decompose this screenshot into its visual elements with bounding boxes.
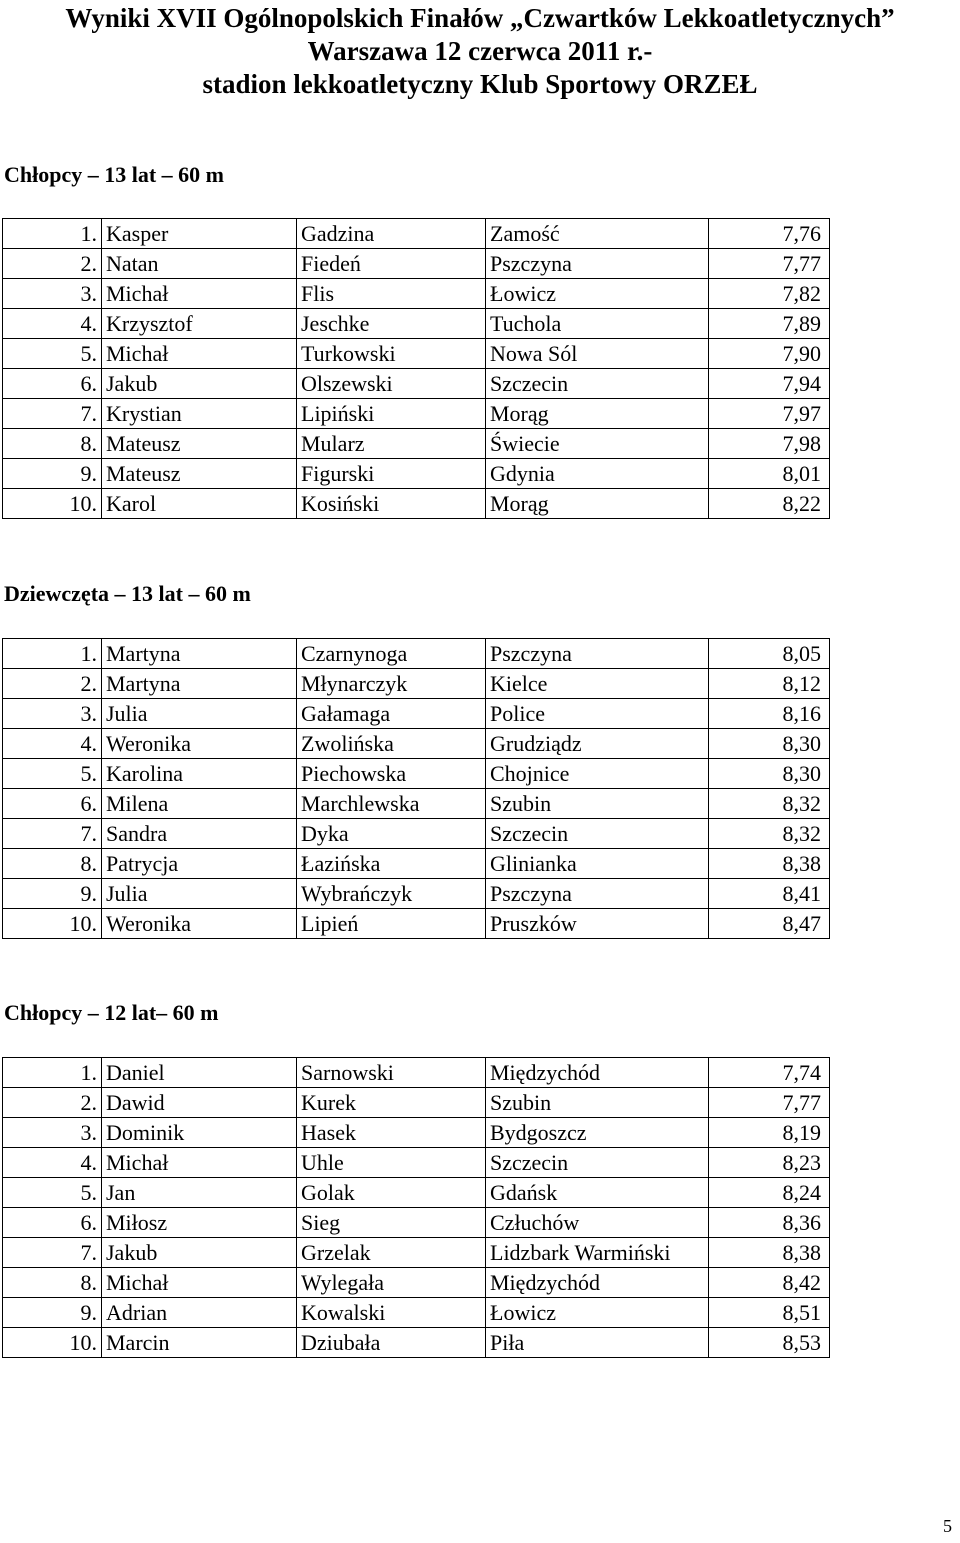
time-cell: 8,41 xyxy=(709,879,830,909)
time-cell: 8,22 xyxy=(709,489,830,519)
first-name-cell: Kasper xyxy=(102,219,297,249)
place-cell: 5. xyxy=(3,339,102,369)
table-row xyxy=(3,1058,830,1088)
city-cell: Szubin xyxy=(486,1088,709,1118)
time-cell: 7,89 xyxy=(709,309,830,339)
first-name-cell: Milena xyxy=(102,789,297,819)
title-line-3: stadion lekkoatletyczny Klub Sportowy ORZEŁ xyxy=(202,69,758,99)
city-cell: Łowicz xyxy=(486,279,709,309)
city-cell: Zamość xyxy=(486,219,709,249)
last-name-cell: Gałamaga xyxy=(297,699,486,729)
first-name-cell: Jakub xyxy=(102,369,297,399)
city-cell: Łowicz xyxy=(486,1298,709,1328)
first-name-cell: Karol xyxy=(102,489,297,519)
table-row xyxy=(3,249,830,279)
last-name-cell: Gadzina xyxy=(297,219,486,249)
city-cell: Pszczyna xyxy=(486,249,709,279)
city-cell: Nowa Sól xyxy=(486,339,709,369)
place-cell: 8. xyxy=(3,429,102,459)
place-cell: 4. xyxy=(3,309,102,339)
city-cell: Pszczyna xyxy=(486,639,709,669)
place-cell: 10. xyxy=(3,1328,102,1358)
results-table xyxy=(2,218,830,519)
city-cell: Międzychód xyxy=(486,1058,709,1088)
city-cell: Tuchola xyxy=(486,309,709,339)
last-name-cell: Uhle xyxy=(297,1148,486,1178)
last-name-cell: Golak xyxy=(297,1178,486,1208)
document-title xyxy=(0,2,960,101)
first-name-cell: Marcin xyxy=(102,1328,297,1358)
city-cell: Gdańsk xyxy=(486,1178,709,1208)
city-cell: Gdynia xyxy=(486,459,709,489)
last-name-cell: Młynarczyk xyxy=(297,669,486,699)
place-cell: 8. xyxy=(3,849,102,879)
place-cell: 10. xyxy=(3,489,102,519)
city-cell: Grudziądz xyxy=(486,729,709,759)
results-table xyxy=(2,638,830,939)
place-cell: 3. xyxy=(3,279,102,309)
time-cell: 8,30 xyxy=(709,729,830,759)
place-cell: 6. xyxy=(3,369,102,399)
first-name-cell: Dominik xyxy=(102,1118,297,1148)
results-table xyxy=(2,1057,830,1358)
place-cell: 5. xyxy=(3,1178,102,1208)
first-name-cell: Martyna xyxy=(102,639,297,669)
city-cell: Piła xyxy=(486,1328,709,1358)
first-name-cell: Michał xyxy=(102,279,297,309)
page-number: 5 xyxy=(943,1516,952,1536)
first-name-cell: Jan xyxy=(102,1178,297,1208)
first-name-cell: Weronika xyxy=(102,909,297,939)
place-cell: 7. xyxy=(3,819,102,849)
time-cell: 8,24 xyxy=(709,1178,830,1208)
table-row xyxy=(3,489,830,519)
table-row xyxy=(3,1268,830,1298)
time-cell: 8,32 xyxy=(709,819,830,849)
table-row xyxy=(3,1328,830,1358)
first-name-cell: Martyna xyxy=(102,669,297,699)
time-cell: 8,53 xyxy=(709,1328,830,1358)
first-name-cell: Miłosz xyxy=(102,1208,297,1238)
table-row xyxy=(3,669,830,699)
time-cell: 8,30 xyxy=(709,759,830,789)
time-cell: 7,98 xyxy=(709,429,830,459)
first-name-cell: Natan xyxy=(102,249,297,279)
time-cell: 8,51 xyxy=(709,1298,830,1328)
table-row xyxy=(3,1238,830,1268)
table-row xyxy=(3,339,830,369)
first-name-cell: Mateusz xyxy=(102,459,297,489)
last-name-cell: Turkowski xyxy=(297,339,486,369)
first-name-cell: Michał xyxy=(102,1268,297,1298)
city-cell: Morąg xyxy=(486,399,709,429)
section-heading: Dziewczęta – 13 lat – 60 m xyxy=(4,581,251,606)
table-row xyxy=(3,1178,830,1208)
time-cell: 8,36 xyxy=(709,1208,830,1238)
place-cell: 8. xyxy=(3,1268,102,1298)
first-name-cell: Jakub xyxy=(102,1238,297,1268)
last-name-cell: Figurski xyxy=(297,459,486,489)
place-cell: 9. xyxy=(3,459,102,489)
time-cell: 8,47 xyxy=(709,909,830,939)
city-cell: Pszczyna xyxy=(486,879,709,909)
city-cell: Międzychód xyxy=(486,1268,709,1298)
table-row xyxy=(3,1118,830,1148)
last-name-cell: Czarnynoga xyxy=(297,639,486,669)
place-cell: 4. xyxy=(3,729,102,759)
table-row xyxy=(3,459,830,489)
last-name-cell: Kowalski xyxy=(297,1298,486,1328)
last-name-cell: Sieg xyxy=(297,1208,486,1238)
place-cell: 2. xyxy=(3,249,102,279)
last-name-cell: Flis xyxy=(297,279,486,309)
last-name-cell: Lipień xyxy=(297,909,486,939)
place-cell: 10. xyxy=(3,909,102,939)
time-cell: 8,12 xyxy=(709,669,830,699)
time-cell: 8,19 xyxy=(709,1118,830,1148)
place-cell: 6. xyxy=(3,1208,102,1238)
place-cell: 5. xyxy=(3,759,102,789)
last-name-cell: Hasek xyxy=(297,1118,486,1148)
city-cell: Szczecin xyxy=(486,1148,709,1178)
first-name-cell: Krzysztof xyxy=(102,309,297,339)
first-name-cell: Michał xyxy=(102,339,297,369)
city-cell: Świecie xyxy=(486,429,709,459)
time-cell: 7,97 xyxy=(709,399,830,429)
last-name-cell: Marchlewska xyxy=(297,789,486,819)
place-cell: 1. xyxy=(3,1058,102,1088)
last-name-cell: Wylegała xyxy=(297,1268,486,1298)
last-name-cell: Dziubała xyxy=(297,1328,486,1358)
first-name-cell: Dawid xyxy=(102,1088,297,1118)
place-cell: 1. xyxy=(3,639,102,669)
section-heading: Chłopcy – 12 lat– 60 m xyxy=(4,1000,219,1025)
place-cell: 7. xyxy=(3,1238,102,1268)
section-heading: Chłopcy – 13 lat – 60 m xyxy=(4,162,224,187)
last-name-cell: Grzelak xyxy=(297,1238,486,1268)
table-row xyxy=(3,759,830,789)
table-row xyxy=(3,429,830,459)
last-name-cell: Wybrańczyk xyxy=(297,879,486,909)
table-row xyxy=(3,1208,830,1238)
city-cell: Police xyxy=(486,699,709,729)
city-cell: Chojnice xyxy=(486,759,709,789)
title-line-1: Wyniki XVII Ogólnopolskich Finałów „Czwartków Lekkoatletycznych” xyxy=(65,3,895,33)
time-cell: 8,23 xyxy=(709,1148,830,1178)
last-name-cell: Kurek xyxy=(297,1088,486,1118)
place-cell: 3. xyxy=(3,699,102,729)
last-name-cell: Łazińska xyxy=(297,849,486,879)
time-cell: 7,90 xyxy=(709,339,830,369)
last-name-cell: Lipiński xyxy=(297,399,486,429)
time-cell: 7,94 xyxy=(709,369,830,399)
first-name-cell: Krystian xyxy=(102,399,297,429)
first-name-cell: Julia xyxy=(102,879,297,909)
first-name-cell: Adrian xyxy=(102,1298,297,1328)
city-cell: Morąg xyxy=(486,489,709,519)
table-row xyxy=(3,369,830,399)
place-cell: 4. xyxy=(3,1148,102,1178)
place-cell: 2. xyxy=(3,669,102,699)
table-row xyxy=(3,819,830,849)
time-cell: 7,77 xyxy=(709,249,830,279)
last-name-cell: Olszewski xyxy=(297,369,486,399)
title-line-2: Warszawa 12 czerwca 2011 r.- xyxy=(307,36,653,66)
time-cell: 8,32 xyxy=(709,789,830,819)
table-row xyxy=(3,1088,830,1118)
table-row xyxy=(3,1298,830,1328)
place-cell: 3. xyxy=(3,1118,102,1148)
time-cell: 7,77 xyxy=(709,1088,830,1118)
table-row xyxy=(3,849,830,879)
city-cell: Bydgoszcz xyxy=(486,1118,709,1148)
last-name-cell: Dyka xyxy=(297,819,486,849)
first-name-cell: Michał xyxy=(102,1148,297,1178)
place-cell: 9. xyxy=(3,1298,102,1328)
table-row xyxy=(3,639,830,669)
last-name-cell: Sarnowski xyxy=(297,1058,486,1088)
table-row xyxy=(3,699,830,729)
city-cell: Człuchów xyxy=(486,1208,709,1238)
table-row xyxy=(3,279,830,309)
first-name-cell: Sandra xyxy=(102,819,297,849)
table-row xyxy=(3,219,830,249)
city-cell: Lidzbark Warmiński xyxy=(486,1238,709,1268)
place-cell: 1. xyxy=(3,219,102,249)
time-cell: 8,38 xyxy=(709,1238,830,1268)
first-name-cell: Julia xyxy=(102,699,297,729)
last-name-cell: Zwolińska xyxy=(297,729,486,759)
time-cell: 8,42 xyxy=(709,1268,830,1298)
last-name-cell: Piechowska xyxy=(297,759,486,789)
first-name-cell: Mateusz xyxy=(102,429,297,459)
place-cell: 2. xyxy=(3,1088,102,1118)
table-row xyxy=(3,789,830,819)
city-cell: Kielce xyxy=(486,669,709,699)
first-name-cell: Patrycja xyxy=(102,849,297,879)
time-cell: 8,16 xyxy=(709,699,830,729)
last-name-cell: Jeschke xyxy=(297,309,486,339)
time-cell: 7,74 xyxy=(709,1058,830,1088)
city-cell: Pruszków xyxy=(486,909,709,939)
first-name-cell: Daniel xyxy=(102,1058,297,1088)
first-name-cell: Weronika xyxy=(102,729,297,759)
city-cell: Szczecin xyxy=(486,369,709,399)
table-row xyxy=(3,879,830,909)
table-row xyxy=(3,909,830,939)
place-cell: 7. xyxy=(3,399,102,429)
time-cell: 8,05 xyxy=(709,639,830,669)
city-cell: Szubin xyxy=(486,789,709,819)
city-cell: Szczecin xyxy=(486,819,709,849)
city-cell: Glinianka xyxy=(486,849,709,879)
last-name-cell: Mularz xyxy=(297,429,486,459)
time-cell: 7,82 xyxy=(709,279,830,309)
table-row xyxy=(3,399,830,429)
place-cell: 6. xyxy=(3,789,102,819)
time-cell: 8,38 xyxy=(709,849,830,879)
last-name-cell: Fiedeń xyxy=(297,249,486,279)
time-cell: 7,76 xyxy=(709,219,830,249)
first-name-cell: Karolina xyxy=(102,759,297,789)
last-name-cell: Kosiński xyxy=(297,489,486,519)
table-row xyxy=(3,729,830,759)
time-cell: 8,01 xyxy=(709,459,830,489)
table-row xyxy=(3,309,830,339)
place-cell: 9. xyxy=(3,879,102,909)
table-row xyxy=(3,1148,830,1178)
